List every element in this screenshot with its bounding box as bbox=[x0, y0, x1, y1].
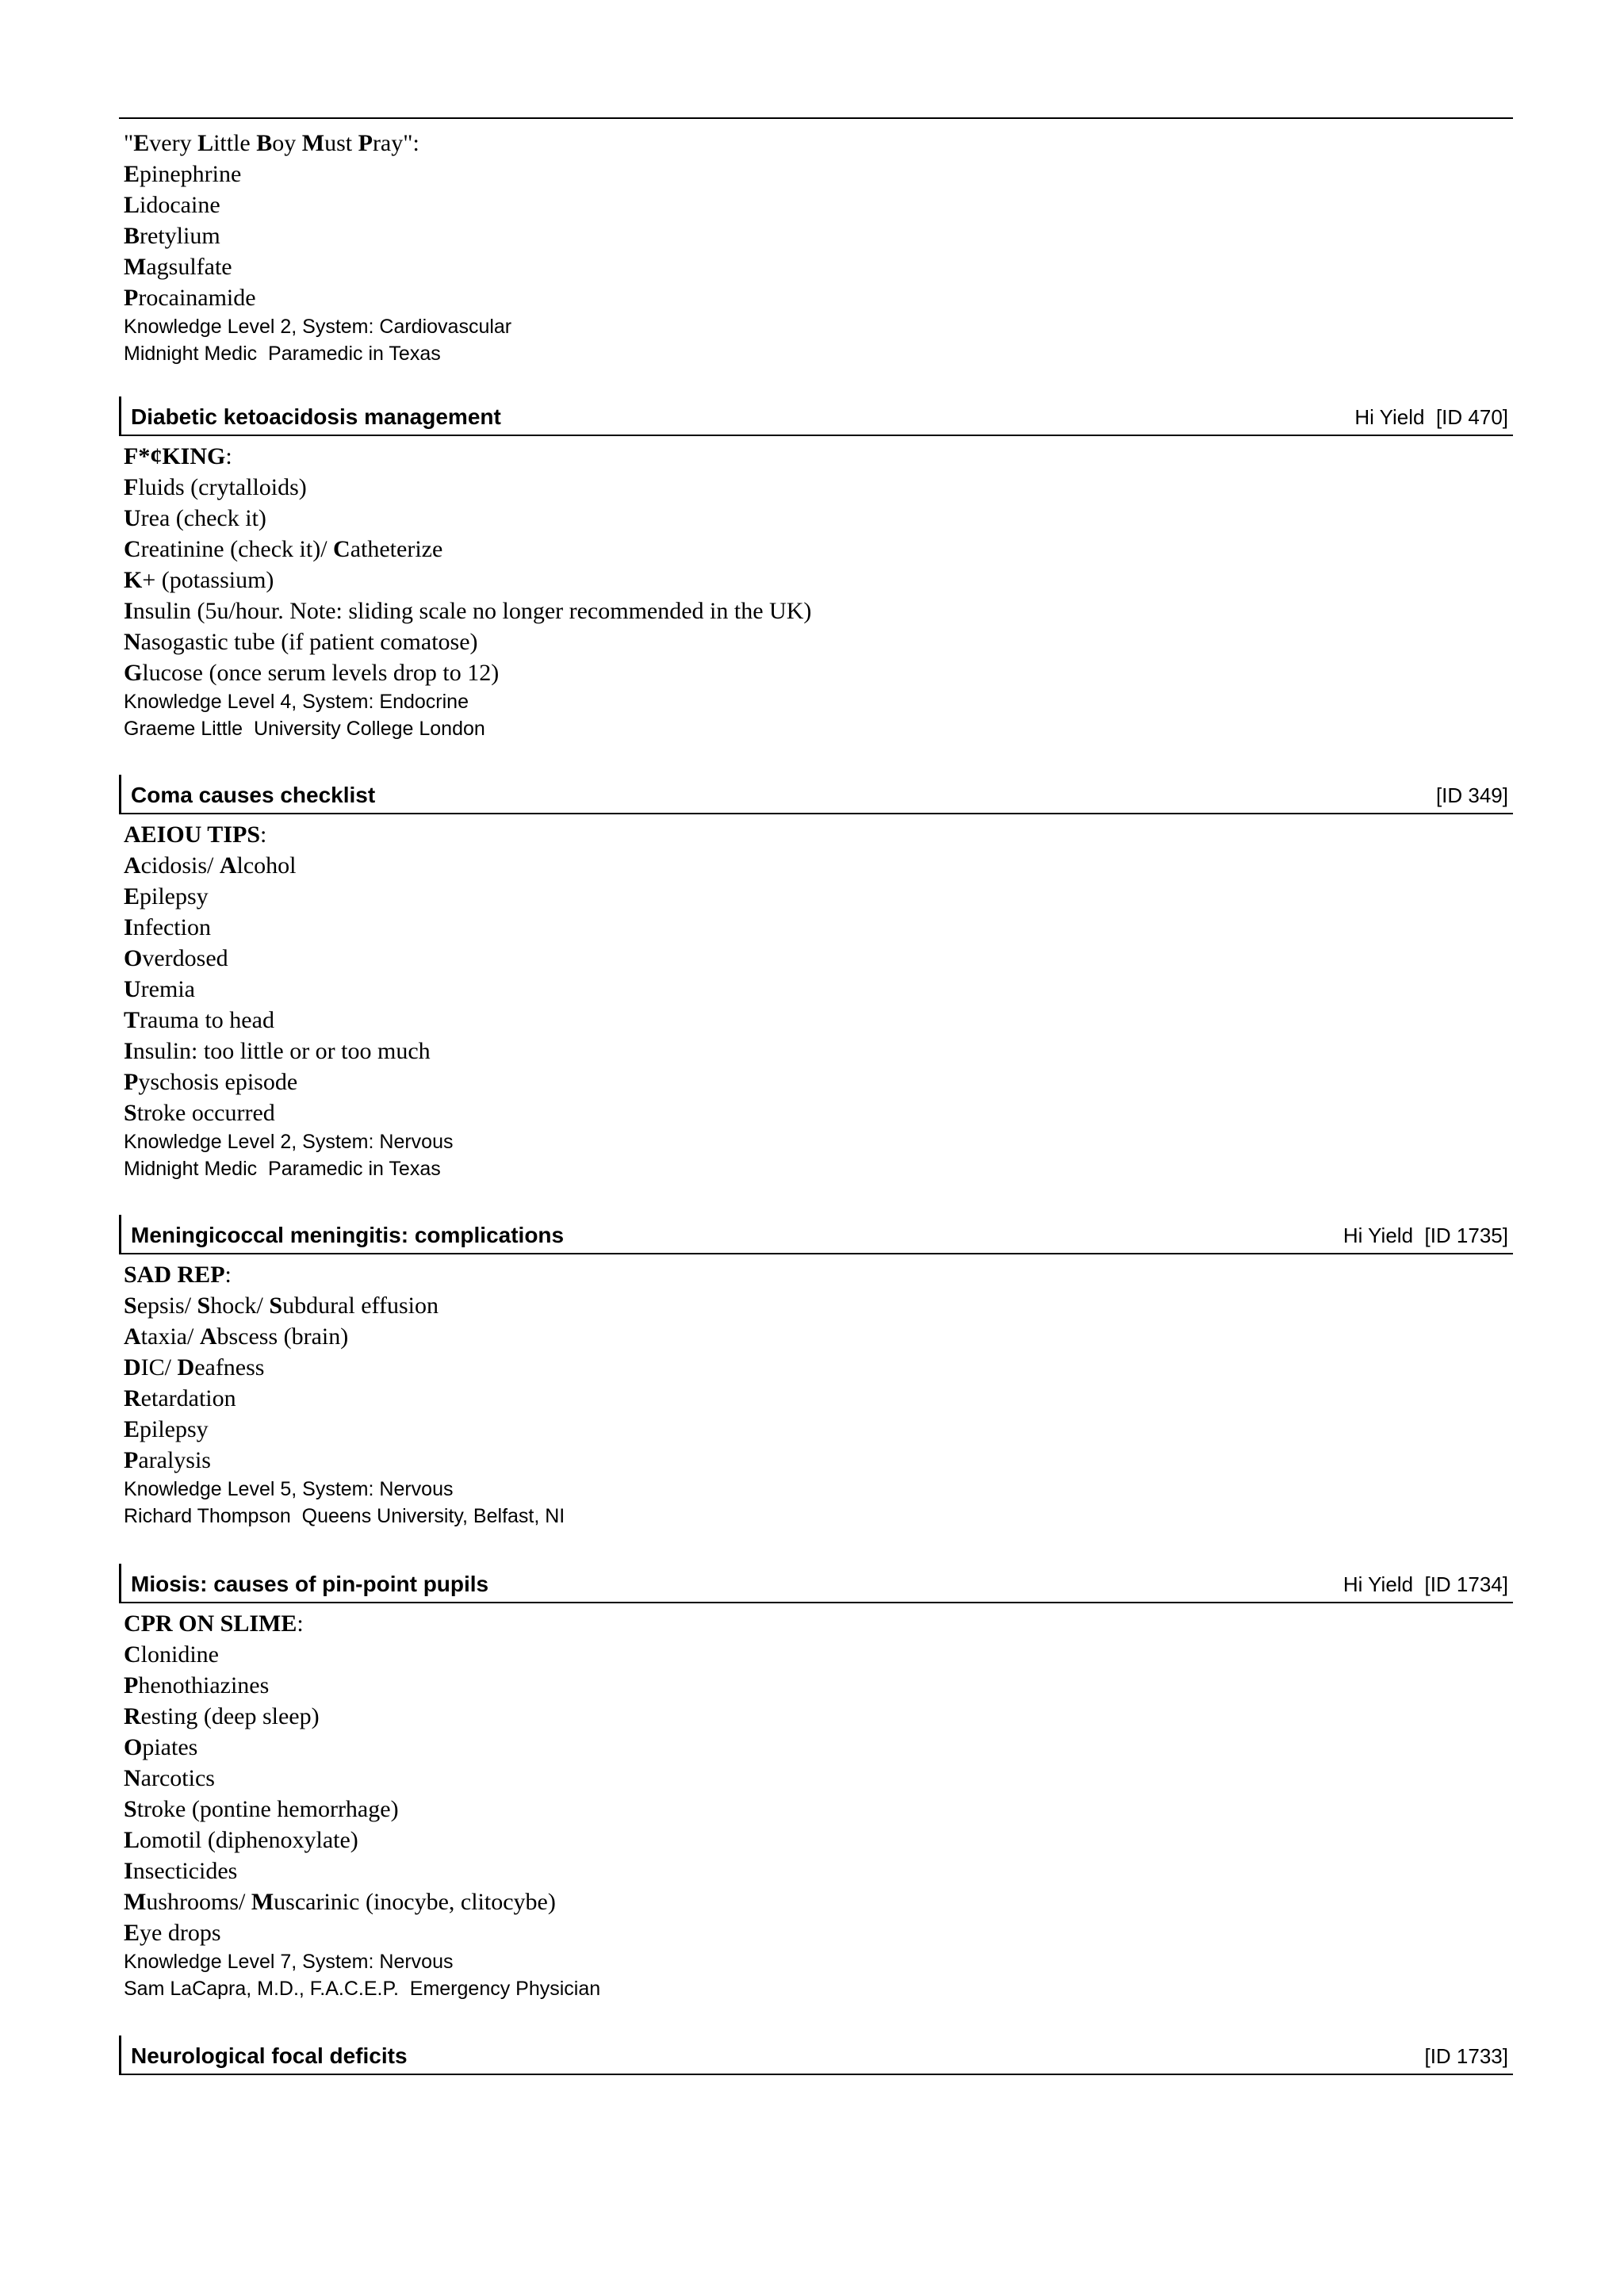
mnemonic-text: verdosed bbox=[142, 945, 228, 971]
mnemonic-letter: M bbox=[124, 254, 147, 280]
mnemonic-item bbox=[124, 657, 1513, 688]
mnemonic-letter: CPR ON SLIME bbox=[124, 1610, 297, 1637]
mnemonic-text: ye drops bbox=[140, 1920, 221, 1946]
entry-title: Coma causes checklist bbox=[131, 783, 376, 807]
mnemonic-item bbox=[124, 1670, 1513, 1701]
author-line: Graeme Little University College London bbox=[124, 718, 485, 740]
mnemonic-item bbox=[124, 1036, 1513, 1067]
mnemonic-letter: F bbox=[124, 474, 139, 500]
mnemonic-entry bbox=[119, 775, 1513, 1182]
mnemonic-item bbox=[124, 251, 1513, 282]
mnemonic-letter: S bbox=[124, 1100, 137, 1126]
mnemonic-letter: U bbox=[124, 976, 141, 1002]
entry-body bbox=[119, 2075, 1513, 2080]
mnemonic-text: ittle bbox=[213, 130, 257, 156]
mnemonic-letter: S bbox=[124, 1293, 137, 1319]
mnemonic-text: : bbox=[260, 821, 267, 848]
mnemonic-item bbox=[124, 220, 1513, 251]
mnemonic-text: reatinine (check it)/ bbox=[140, 536, 334, 562]
mnemonic-item bbox=[124, 1321, 1513, 1352]
mnemonic-letter: E bbox=[133, 130, 150, 156]
mnemonic-letter: G bbox=[124, 660, 143, 686]
author-line: Midnight Medic Paramedic in Texas bbox=[124, 1158, 441, 1180]
mnemonic-text: ray": bbox=[372, 130, 419, 156]
mnemonic-letter: I bbox=[124, 914, 133, 940]
mnemonic-line bbox=[124, 128, 1513, 159]
mnemonic-item bbox=[124, 1917, 1513, 1948]
mnemonic-text: asogastic tube (if patient comatose) bbox=[140, 629, 478, 655]
entry-body bbox=[119, 1254, 1513, 1530]
mnemonic-letter: F*¢KING bbox=[124, 443, 226, 469]
mnemonic-letter: M bbox=[301, 130, 325, 156]
entry-body bbox=[119, 814, 1513, 1182]
mnemonic-letter: T bbox=[124, 1007, 140, 1033]
mnemonic-text: luids (crytalloids) bbox=[138, 474, 307, 500]
mnemonic-item bbox=[124, 1886, 1513, 1917]
mnemonic-item bbox=[124, 1067, 1513, 1097]
mnemonic-letter: E bbox=[124, 1920, 140, 1946]
mnemonic-item bbox=[124, 1639, 1513, 1670]
mnemonic-text: lonidine bbox=[140, 1641, 219, 1668]
mnemonic-text: yschosis episode bbox=[138, 1069, 298, 1095]
mnemonic-entry bbox=[119, 1215, 1513, 1530]
mnemonic-letter: N bbox=[124, 629, 141, 655]
mnemonic-text: esting (deep sleep) bbox=[140, 1703, 320, 1729]
mnemonic-text: nsulin (5u/hour. Note: sliding scale no longer recommended in the UK) bbox=[132, 598, 812, 624]
mnemonic-text: idocaine bbox=[140, 192, 220, 218]
mnemonic-text: bscess (brain) bbox=[216, 1323, 349, 1350]
mnemonic-item bbox=[124, 912, 1513, 943]
knowledge-level: Knowledge Level 4, System: Endocrine bbox=[124, 691, 469, 713]
mnemonic-letter: D bbox=[124, 1354, 141, 1381]
entry-title: Diabetic ketoacidosis management bbox=[131, 404, 501, 429]
knowledge-level: Knowledge Level 2, System: Cardiovascular bbox=[124, 316, 512, 338]
mnemonic-entry bbox=[119, 396, 1513, 742]
knowledge-level: Knowledge Level 5, System: Nervous bbox=[124, 1478, 454, 1500]
entry-header bbox=[119, 1215, 1513, 1254]
mnemonic-letter: P bbox=[124, 1447, 139, 1473]
mnemonic-entry bbox=[119, 1564, 1513, 2002]
mnemonic-item bbox=[124, 1763, 1513, 1794]
mnemonic-letter: I bbox=[124, 598, 133, 624]
entry-header bbox=[119, 396, 1513, 436]
mnemonic-letter: S bbox=[197, 1293, 211, 1319]
mnemonic-letter: C bbox=[124, 1641, 141, 1668]
mnemonic-item bbox=[124, 565, 1513, 596]
mnemonic-text: cidosis/ bbox=[140, 852, 220, 879]
author-line: Sam LaCapra, M.D., F.A.C.E.P. Emergency Physician bbox=[124, 1978, 601, 2000]
mnemonic-text: lcohol bbox=[236, 852, 297, 879]
mnemonic-text: hock/ bbox=[210, 1293, 270, 1319]
mnemonic-letter: A bbox=[199, 1323, 217, 1350]
mnemonic-text: remia bbox=[140, 976, 195, 1002]
mnemonic-text: nsecticides bbox=[132, 1858, 238, 1884]
entry-body bbox=[119, 1603, 1513, 2002]
mnemonic-letter: A bbox=[124, 852, 141, 879]
mnemonic-item bbox=[124, 1290, 1513, 1321]
mnemonic-letter: S bbox=[124, 1796, 137, 1822]
mnemonic-text: : bbox=[225, 443, 232, 469]
mnemonic-text: " bbox=[124, 130, 134, 156]
mnemonic-line bbox=[124, 1608, 1513, 1639]
mnemonic-text: lucose (once serum levels drop to 12) bbox=[142, 660, 500, 686]
mnemonic-letter: SAD REP bbox=[124, 1262, 225, 1288]
mnemonic-letter: P bbox=[124, 285, 139, 311]
mnemonic-text: IC/ bbox=[140, 1354, 178, 1381]
mnemonic-text: piates bbox=[142, 1734, 198, 1760]
mnemonic-line bbox=[124, 1259, 1513, 1290]
entry-body bbox=[119, 123, 1513, 367]
mnemonic-item bbox=[124, 626, 1513, 657]
mnemonic-letter: M bbox=[124, 1889, 147, 1915]
entry-title: Miosis: causes of pin-point pupils bbox=[131, 1572, 489, 1596]
entry-id-label: Hi Yield [ID 1734] bbox=[1342, 1572, 1508, 1596]
mnemonic-item bbox=[124, 472, 1513, 503]
mnemonic-text: rocainamide bbox=[138, 285, 256, 311]
mnemonic-text: ubdural effusion bbox=[282, 1293, 439, 1319]
mnemonic-item bbox=[124, 1701, 1513, 1732]
mnemonic-entry bbox=[119, 2035, 1513, 2080]
mnemonic-text: retylium bbox=[140, 223, 220, 249]
mnemonic-letter: E bbox=[124, 161, 140, 187]
mnemonic-line bbox=[124, 441, 1513, 472]
top-rule bbox=[119, 117, 1513, 119]
mnemonic-item bbox=[124, 503, 1513, 534]
mnemonic-letter: E bbox=[124, 1416, 140, 1442]
mnemonic-letter: L bbox=[124, 192, 140, 218]
mnemonic-text: : bbox=[297, 1610, 304, 1637]
entry-id-label: [ID 1733] bbox=[1424, 2044, 1508, 2068]
mnemonic-letter: S bbox=[269, 1293, 283, 1319]
mnemonic-letter: B bbox=[124, 223, 140, 249]
mnemonic-letter: O bbox=[124, 1734, 143, 1760]
mnemonic-item bbox=[124, 881, 1513, 912]
mnemonic-letter: R bbox=[124, 1703, 141, 1729]
mnemonic-letter: L bbox=[124, 1827, 140, 1853]
mnemonic-text: troke occurred bbox=[136, 1100, 275, 1126]
mnemonic-item bbox=[124, 850, 1513, 881]
mnemonic-item bbox=[124, 943, 1513, 974]
mnemonic-text: arcotics bbox=[140, 1765, 215, 1791]
mnemonic-letter: A bbox=[219, 852, 237, 879]
entry-id-label: Hi Yield [ID 470] bbox=[1354, 405, 1508, 429]
mnemonic-text: nsulin: too little or or too much bbox=[132, 1038, 431, 1064]
mnemonic-letter: A bbox=[124, 1323, 141, 1350]
entry-body bbox=[119, 436, 1513, 742]
mnemonic-letter: K bbox=[124, 567, 143, 593]
mnemonic-text: rea (check it) bbox=[140, 505, 266, 531]
entry-header bbox=[119, 775, 1513, 814]
mnemonic-letter: M bbox=[251, 1889, 274, 1915]
mnemonic-letter: U bbox=[124, 505, 141, 531]
entry-id-label: Hi Yield [ID 1735] bbox=[1342, 1224, 1508, 1247]
mnemonic-letter: I bbox=[124, 1038, 133, 1064]
mnemonic-text: + (potassium) bbox=[142, 567, 274, 593]
mnemonic-letter: L bbox=[197, 130, 214, 156]
mnemonic-item bbox=[124, 1732, 1513, 1763]
mnemonic-text: taxia/ bbox=[140, 1323, 200, 1350]
mnemonic-letter: B bbox=[256, 130, 273, 156]
mnemonic-text: henothiazines bbox=[138, 1672, 270, 1698]
mnemonic-text: omotil (diphenoxylate) bbox=[140, 1827, 358, 1853]
mnemonic-item bbox=[124, 974, 1513, 1005]
mnemonic-text: etardation bbox=[140, 1385, 236, 1411]
mnemonic-letter: N bbox=[124, 1765, 141, 1791]
mnemonic-letter: I bbox=[124, 1858, 133, 1884]
mnemonic-text: pinephrine bbox=[140, 161, 242, 187]
mnemonic-letter: E bbox=[124, 883, 140, 910]
entry-header bbox=[119, 1564, 1513, 1603]
mnemonic-text: eafness bbox=[194, 1354, 265, 1381]
mnemonic-item bbox=[124, 1097, 1513, 1128]
mnemonic-text: agsulfate bbox=[146, 254, 232, 280]
mnemonic-item bbox=[124, 534, 1513, 565]
mnemonic-text: epsis/ bbox=[136, 1293, 197, 1319]
mnemonic-text: pilepsy bbox=[140, 883, 209, 910]
mnemonic-item bbox=[124, 190, 1513, 220]
mnemonic-letter: C bbox=[124, 536, 141, 562]
mnemonic-text: : bbox=[224, 1262, 232, 1288]
mnemonic-item bbox=[124, 282, 1513, 313]
author-line: Midnight Medic Paramedic in Texas bbox=[124, 343, 441, 365]
mnemonic-text: troke (pontine hemorrhage) bbox=[136, 1796, 399, 1822]
knowledge-level: Knowledge Level 2, System: Nervous bbox=[124, 1131, 454, 1153]
mnemonic-item bbox=[124, 1352, 1513, 1383]
mnemonic-item bbox=[124, 1794, 1513, 1825]
mnemonic-letter: P bbox=[124, 1069, 139, 1095]
mnemonic-text: ushrooms/ bbox=[146, 1889, 251, 1915]
mnemonic-item bbox=[124, 1855, 1513, 1886]
mnemonic-text: nfection bbox=[132, 914, 211, 940]
mnemonic-entry bbox=[119, 123, 1513, 367]
mnemonic-item bbox=[124, 1005, 1513, 1036]
mnemonic-item bbox=[124, 159, 1513, 190]
entry-title: Meningicoccal meningitis: complications bbox=[131, 1223, 565, 1247]
knowledge-level: Knowledge Level 7, System: Nervous bbox=[124, 1951, 454, 1973]
mnemonic-text: aralysis bbox=[138, 1447, 211, 1473]
mnemonic-letter: D bbox=[177, 1354, 195, 1381]
mnemonic-letter: C bbox=[333, 536, 350, 562]
mnemonic-item bbox=[124, 596, 1513, 626]
mnemonic-text: oy bbox=[272, 130, 302, 156]
mnemonic-text: very bbox=[149, 130, 198, 156]
mnemonic-text: atheterize bbox=[350, 536, 443, 562]
mnemonic-letter: AEIOU TIPS bbox=[124, 821, 261, 848]
mnemonic-line bbox=[124, 819, 1513, 850]
entry-header bbox=[119, 2035, 1513, 2075]
mnemonic-item bbox=[124, 1825, 1513, 1855]
mnemonic-letter: P bbox=[358, 130, 373, 156]
mnemonic-text: pilepsy bbox=[140, 1416, 209, 1442]
entry-id-label: [ID 349] bbox=[1435, 783, 1508, 807]
mnemonic-text: uscarinic (inocybe, clitocybe) bbox=[274, 1889, 556, 1915]
author-line: Richard Thompson Queens University, Belfast, NI bbox=[124, 1505, 565, 1527]
mnemonic-letter: P bbox=[124, 1672, 139, 1698]
mnemonic-item bbox=[124, 1414, 1513, 1445]
mnemonic-text: ust bbox=[324, 130, 358, 156]
entry-title: Neurological focal deficits bbox=[131, 2043, 408, 2068]
mnemonic-item bbox=[124, 1383, 1513, 1414]
mnemonic-letter: R bbox=[124, 1385, 141, 1411]
mnemonic-item bbox=[124, 1445, 1513, 1476]
mnemonic-text: rauma to head bbox=[140, 1007, 274, 1033]
mnemonic-letter: O bbox=[124, 945, 143, 971]
